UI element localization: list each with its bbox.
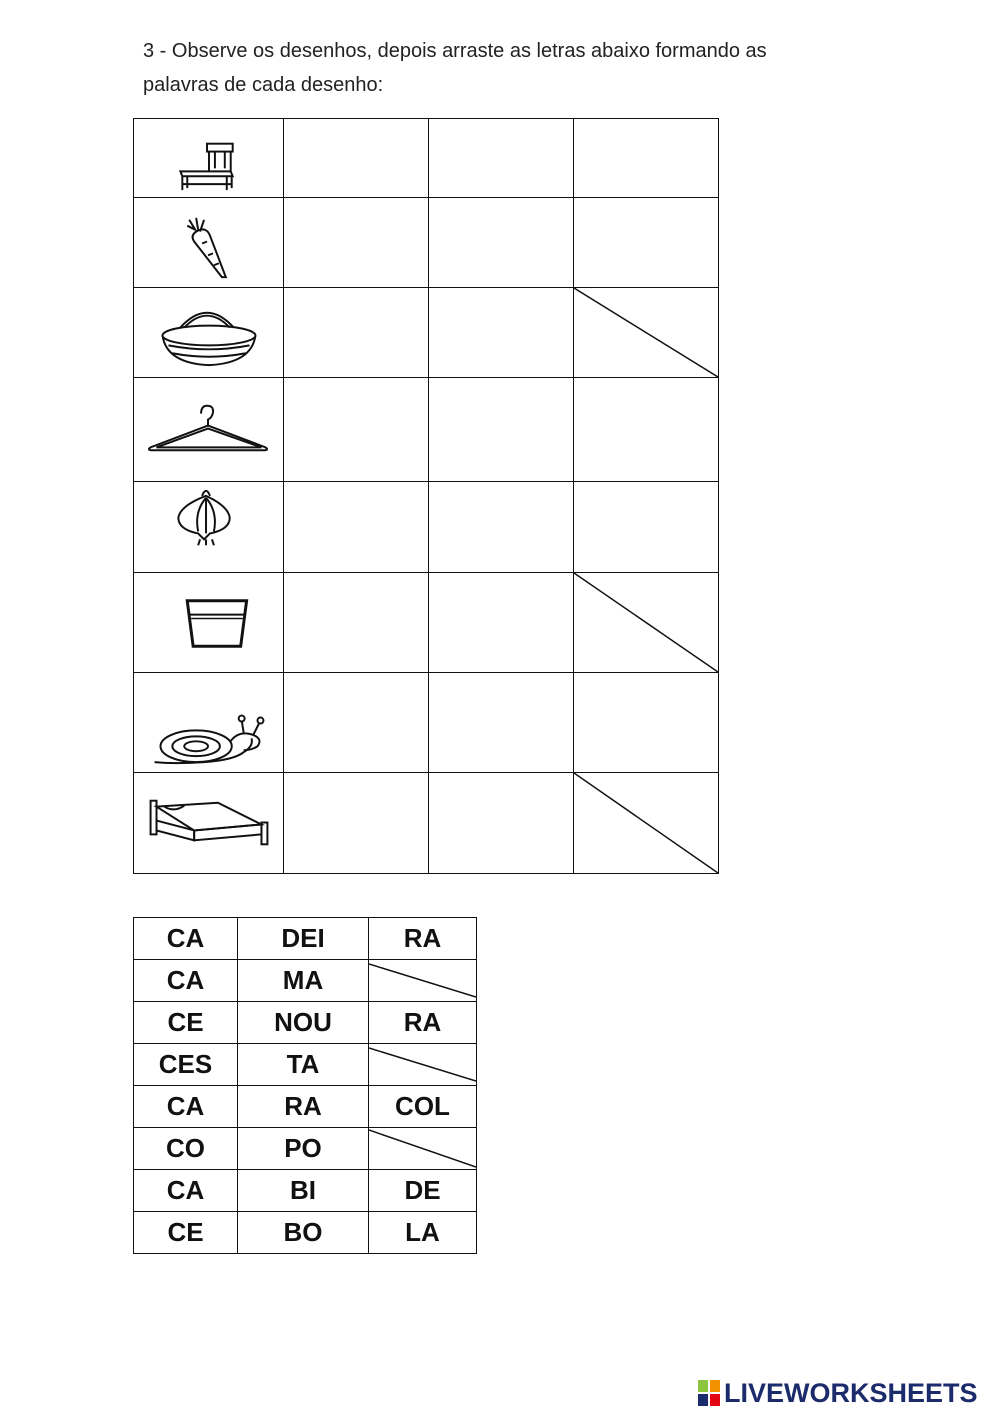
crossed-out-line <box>574 573 718 672</box>
crossed-out-cell <box>369 1044 477 1086</box>
answer-drop-cell[interactable] <box>429 119 574 198</box>
answer-drop-cell[interactable] <box>429 288 574 378</box>
answer-drop-cell[interactable] <box>429 198 574 288</box>
instructions <box>143 34 843 102</box>
grid-row-carrot <box>134 198 719 288</box>
brand-name: LIVEWORKSHEETS <box>724 1377 978 1408</box>
grid-row-onion <box>134 482 719 573</box>
syllable-cell[interactable] <box>134 960 238 1002</box>
chair-icon <box>134 119 283 197</box>
syllable-cell[interactable] <box>134 1086 238 1128</box>
syllable-chip[interactable]: BI <box>290 1175 316 1205</box>
instructions-line-1: 3 - Observe os desenhos, depois arraste as letras abaixo formando as <box>143 40 767 62</box>
syllable-chip[interactable]: MA <box>282 965 324 995</box>
syllable-chip[interactable]: CA <box>166 923 205 953</box>
syllable-cell[interactable] <box>238 918 369 960</box>
grid-row-snail <box>134 673 719 773</box>
grid-row-basket <box>134 288 719 378</box>
picture-cell <box>134 119 284 198</box>
picture-cell <box>134 773 284 874</box>
syllable-chip[interactable]: CA <box>166 1091 205 1121</box>
syllable-cell[interactable] <box>369 918 477 960</box>
syllable-cell[interactable] <box>238 1002 369 1044</box>
syllable-chip[interactable]: COL <box>395 1091 450 1121</box>
cup-icon <box>134 573 283 672</box>
answer-drop-cell[interactable] <box>284 573 429 673</box>
grid-row-chair <box>134 119 719 198</box>
grid-row-cup <box>134 573 719 673</box>
answer-drop-cell[interactable] <box>429 482 574 573</box>
onion-icon <box>134 482 283 572</box>
bed-icon <box>134 773 283 873</box>
syllable-cell[interactable] <box>134 1002 238 1044</box>
syllable-chip[interactable]: RA <box>403 1007 442 1037</box>
syllable-chip[interactable]: PO <box>284 1133 322 1163</box>
liveworksheets-logo <box>698 1378 978 1408</box>
crossed-out-line <box>369 960 476 1001</box>
crossed-out-line <box>574 773 718 873</box>
syllable-row <box>134 1086 477 1128</box>
carrot-icon <box>134 198 283 287</box>
crossed-out-cell <box>574 773 719 874</box>
answer-drop-cell[interactable] <box>429 378 574 482</box>
instructions-line-2: palavras de cada desenho: <box>143 74 384 96</box>
syllable-row <box>134 1044 477 1086</box>
answer-drop-cell[interactable] <box>284 673 429 773</box>
syllable-row <box>134 1212 477 1254</box>
answer-drop-cell[interactable] <box>284 198 429 288</box>
syllable-chip[interactable]: RA <box>284 1091 322 1121</box>
answer-drop-cell[interactable] <box>429 773 574 874</box>
crossed-out-cell <box>369 960 477 1002</box>
grid-row-hanger <box>134 378 719 482</box>
basket-icon <box>134 288 283 377</box>
grid-row-bed <box>134 773 719 874</box>
crossed-out-cell <box>369 1128 477 1170</box>
syllable-cell[interactable] <box>369 1086 477 1128</box>
picture-cell <box>134 378 284 482</box>
answer-drop-cell[interactable] <box>574 198 719 288</box>
syllable-chip[interactable]: CA <box>166 965 205 995</box>
crossed-out-cell <box>574 288 719 378</box>
syllable-chip[interactable]: CE <box>167 1217 204 1247</box>
answer-drop-cell[interactable] <box>574 378 719 482</box>
syllable-cell[interactable] <box>134 1128 238 1170</box>
syllable-chip[interactable]: DE <box>404 1175 441 1205</box>
answer-drop-cell[interactable] <box>284 119 429 198</box>
syllable-cell[interactable] <box>369 1002 477 1044</box>
syllable-row <box>134 1128 477 1170</box>
syllable-chip[interactable]: NOU <box>274 1007 332 1037</box>
syllable-chip[interactable]: CO <box>166 1133 205 1163</box>
picture-cell <box>134 673 284 773</box>
syllable-cell[interactable] <box>238 1128 369 1170</box>
answer-drop-cell[interactable] <box>429 573 574 673</box>
answer-drop-cell[interactable] <box>429 673 574 773</box>
syllable-row <box>134 960 477 1002</box>
crossed-out-cell <box>574 573 719 673</box>
crossed-out-line <box>574 288 718 377</box>
syllable-chip[interactable]: DEI <box>281 923 325 953</box>
answer-drop-cell[interactable] <box>284 288 429 378</box>
picture-cell <box>134 482 284 573</box>
syllable-cell[interactable] <box>134 1212 238 1254</box>
brand-mark-icon <box>698 1380 720 1406</box>
snail-icon <box>134 673 283 772</box>
syllable-cell[interactable] <box>238 1170 369 1212</box>
crossed-out-line <box>369 1128 476 1169</box>
syllable-chip[interactable]: CES <box>158 1049 213 1079</box>
picture-word-grid <box>133 118 719 874</box>
hanger-icon <box>134 378 283 481</box>
picture-cell <box>134 288 284 378</box>
crossed-out-line <box>369 1044 476 1085</box>
syllable-cell[interactable] <box>369 1170 477 1212</box>
syllable-cell[interactable] <box>238 1044 369 1086</box>
picture-cell <box>134 573 284 673</box>
syllable-chip[interactable]: LA <box>405 1217 440 1247</box>
syllable-cell[interactable] <box>134 1044 238 1086</box>
syllable-row <box>134 918 477 960</box>
answer-drop-cell[interactable] <box>574 482 719 573</box>
syllable-cell[interactable] <box>369 1212 477 1254</box>
syllable-chip[interactable]: TA <box>286 1049 320 1079</box>
syllable-row <box>134 1002 477 1044</box>
syllable-cell[interactable] <box>238 1086 369 1128</box>
syllable-chip[interactable]: BO <box>283 1217 323 1247</box>
picture-cell <box>134 198 284 288</box>
syllable-cell[interactable] <box>238 960 369 1002</box>
answer-drop-cell[interactable] <box>574 119 719 198</box>
syllable-bank <box>133 917 477 1254</box>
syllable-cell[interactable] <box>238 1212 369 1254</box>
answer-drop-cell[interactable] <box>284 773 429 874</box>
answer-drop-cell[interactable] <box>574 673 719 773</box>
syllable-chip[interactable]: CA <box>166 1175 205 1205</box>
syllable-cell[interactable] <box>134 1170 238 1212</box>
syllable-chip[interactable]: RA <box>403 923 442 953</box>
answer-drop-cell[interactable] <box>284 482 429 573</box>
syllable-row <box>134 1170 477 1212</box>
syllable-chip[interactable]: CE <box>167 1007 204 1037</box>
syllable-cell[interactable] <box>134 918 238 960</box>
answer-drop-cell[interactable] <box>284 378 429 482</box>
